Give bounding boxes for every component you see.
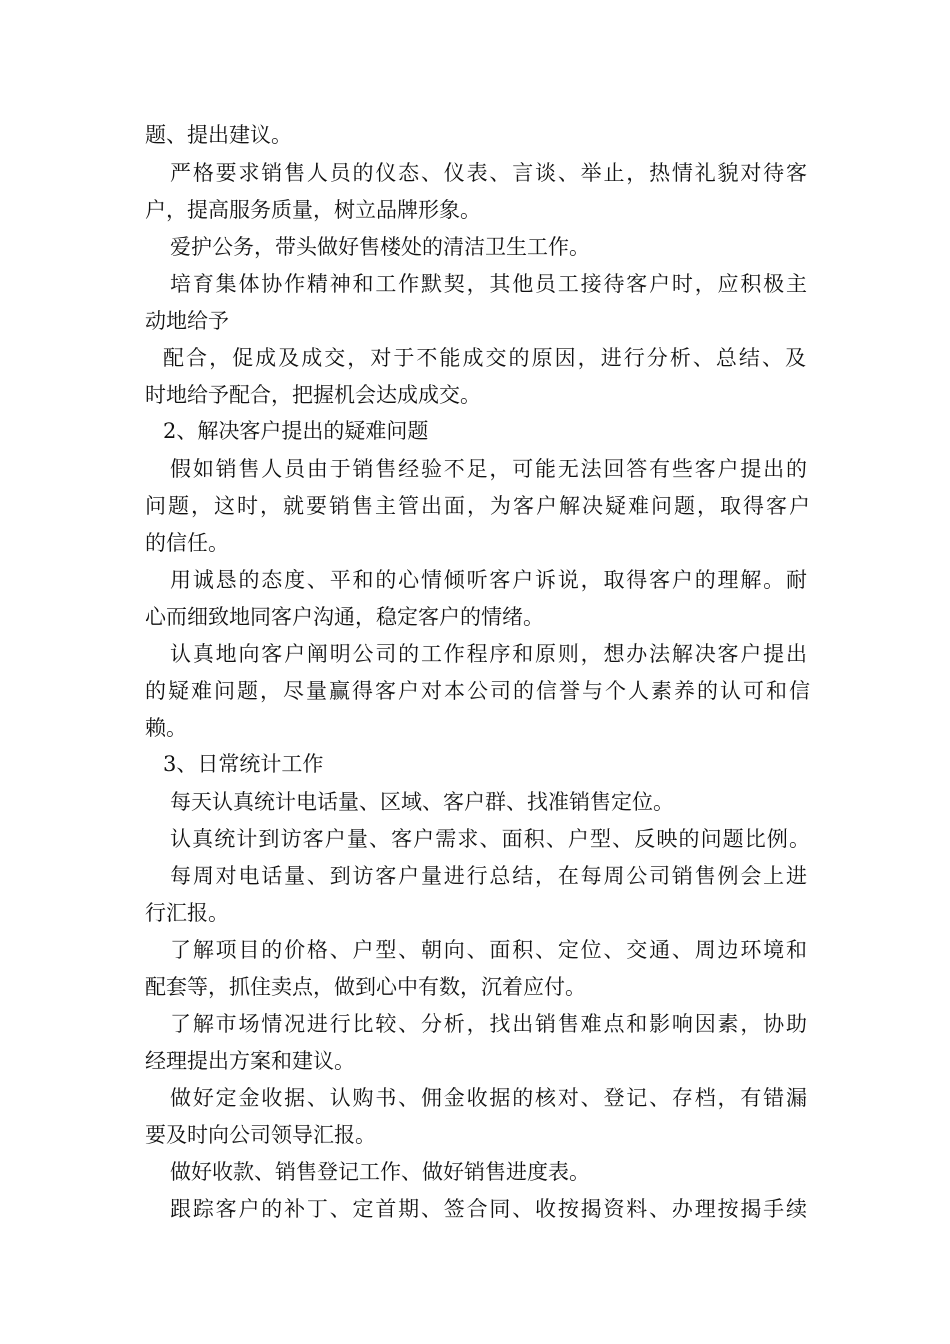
section-heading: 3、日常统计工作 bbox=[163, 752, 324, 776]
text-line: 问题，这时，就要销售主管出面，为客户解决疑难问题，取得客户 bbox=[145, 494, 810, 518]
text-line: 户，提高服务质量，树立品牌形象。 bbox=[145, 198, 481, 222]
text-line: 认真地向客户阐明公司的工作程序和原则，想办法解决客户提出 bbox=[170, 642, 807, 666]
text-line: 做好定金收据、认购书、佣金收据的核对、登记、存档，有错漏 bbox=[170, 1086, 807, 1110]
text-line: 认真统计到访客户量、客户需求、面积、户型、反映的问题比例。 bbox=[170, 827, 810, 851]
text-line: 经理提出方案和建议。 bbox=[145, 1049, 355, 1073]
text-line: 题、提出建议。 bbox=[145, 123, 292, 147]
text-line: 假如销售人员由于销售经验不足，可能无法回答有些客户提出的 bbox=[170, 457, 807, 481]
text-line: 心而细致地同客户沟通，稳定客户的情绪。 bbox=[145, 605, 544, 629]
text-line: 了解市场情况进行比较、分析，找出销售难点和影响因素，协助 bbox=[170, 1012, 807, 1036]
text-line: 培育集体协作精神和工作默契，其他员工接待客户时，应积极主 bbox=[170, 272, 807, 296]
text-line: 每天认真统计电话量、区域、客户群、找准销售定位。 bbox=[170, 790, 674, 814]
text-line: 要及时向公司领导汇报。 bbox=[145, 1123, 376, 1147]
text-line: 赖。 bbox=[145, 716, 187, 740]
text-line: 时地给予配合，把握机会达成成交。 bbox=[145, 383, 481, 407]
text-line: 严格要求销售人员的仪态、仪表、言谈、举止，热情礼貌对待客 bbox=[170, 161, 807, 185]
section-heading: 2、解决客户提出的疑难问题 bbox=[163, 419, 429, 443]
text-line: 每周对电话量、到访客户量进行总结，在每周公司销售例会上进 bbox=[170, 864, 807, 888]
text-line: 配套等，抓住卖点，做到心中有数，沉着应付。 bbox=[145, 975, 586, 999]
text-line: 配合，促成及成交，对于不能成交的原因，进行分析、总结、及 bbox=[163, 346, 806, 370]
text-line: 行汇报。 bbox=[145, 901, 229, 925]
text-line: 的信任。 bbox=[145, 531, 229, 555]
text-line: 跟踪客户的补丁、定首期、签合同、收按揭资料、办理按揭手续 bbox=[170, 1197, 807, 1221]
text-line: 用诚恳的态度、平和的心情倾听客户诉说，取得客户的理解。耐 bbox=[170, 568, 807, 592]
text-line: 爱护公务，带头做好售楼处的清洁卫生工作。 bbox=[170, 235, 590, 259]
text-line: 的疑难问题，尽量赢得客户对本公司的信誉与个人素养的认可和信 bbox=[145, 679, 810, 703]
text-line: 动地给予 bbox=[145, 309, 229, 333]
text-line: 做好收款、销售登记工作、做好销售进度表。 bbox=[170, 1160, 590, 1184]
text-line: 了解项目的价格、户型、朝向、面积、定位、交通、周边环境和 bbox=[170, 938, 807, 962]
